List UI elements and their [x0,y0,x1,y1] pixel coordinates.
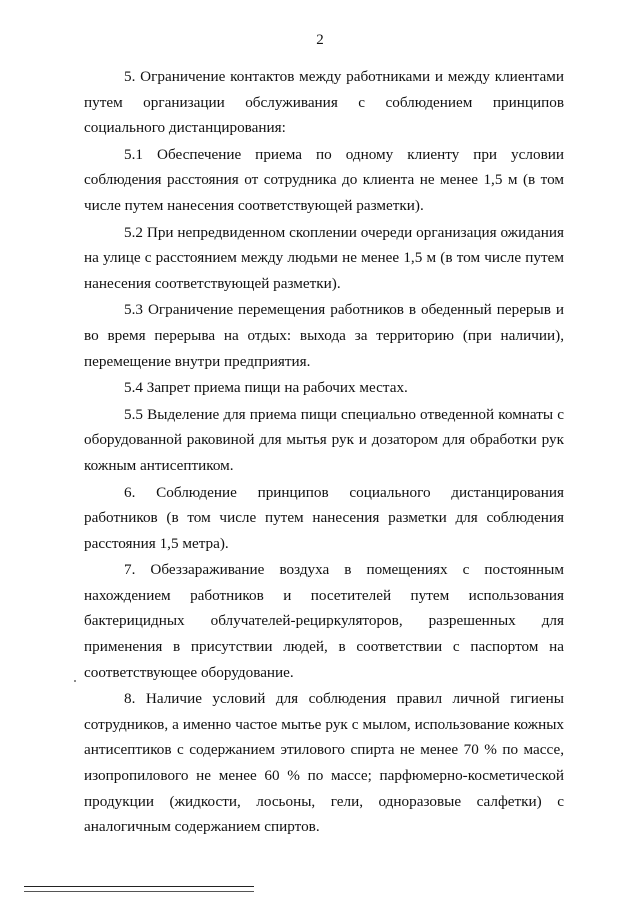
paragraph-5-4: 5.4 Запрет приема пищи на рабочих местах. [124,379,408,397]
footer-rule-secondary [24,891,254,892]
paragraph-5-1: 5.1 Обеспечение приема по одному клиенту при условии соблюдения расстояния от сотрудника до клиента не менее 1,5 м (в том числе путем нанесения соответствующей разметки). [84,145,564,214]
paragraph-8: 8. Наличие условий для соблюдения правил личной гигиены сотрудников, а именно частое мытье рук с мылом, использование кожных антисептиков с содержанием этилового спирта не менее 70 % по массе, изопропилового не менее 60 % по массе; парфюмерно-косметической продукции (жидкости, лосьоны, гели, одноразовые салфетки) с аналогичным содержанием спиртов. [84,690,564,836]
page-number: 2 [316,32,324,48]
footer-rule [24,886,254,887]
scan-speck [74,680,76,682]
paragraph-5: 5. Ограничение контактов между работниками и между клиентами путем организации обслуживания с соблюдением принципов социального дистанцирования: [84,68,564,137]
paragraph-5-3: 5.3 Ограничение перемещения работников в обеденный перерыв и во время перерыва на отдых: выхода за территорию (при наличии), перемещение внутри предприятия. [84,301,564,370]
paragraph-7: 7. Обеззараживание воздуха в помещениях с постоянным нахождением работников и посетителей путем использования бактерицидных облучателей-рециркуляторов, разрешенных для применения в присутствии людей, в соответствии с паспортом на соответствующее оборудование. [84,561,564,681]
paragraph-5-5: 5.5 Выделение для приема пищи специально отведенной комнаты с оборудованной раковиной для мытья рук и дозатором для обработки рук кожным антисептиком. [84,405,564,474]
paragraph-5-2: 5.2 При непредвиденном скоплении очереди организация ожидания на улице с расстоянием между людьми не менее 1,5 м (в том числе путем нанесения соответствующей разметки). [84,223,564,292]
paragraph-6: 6. Соблюдение принципов социального дистанцирования работников (в том числе путем нанесения разметки для соблюдения расстояния 1,5 метра). [84,483,564,552]
document-body [84,64,564,841]
